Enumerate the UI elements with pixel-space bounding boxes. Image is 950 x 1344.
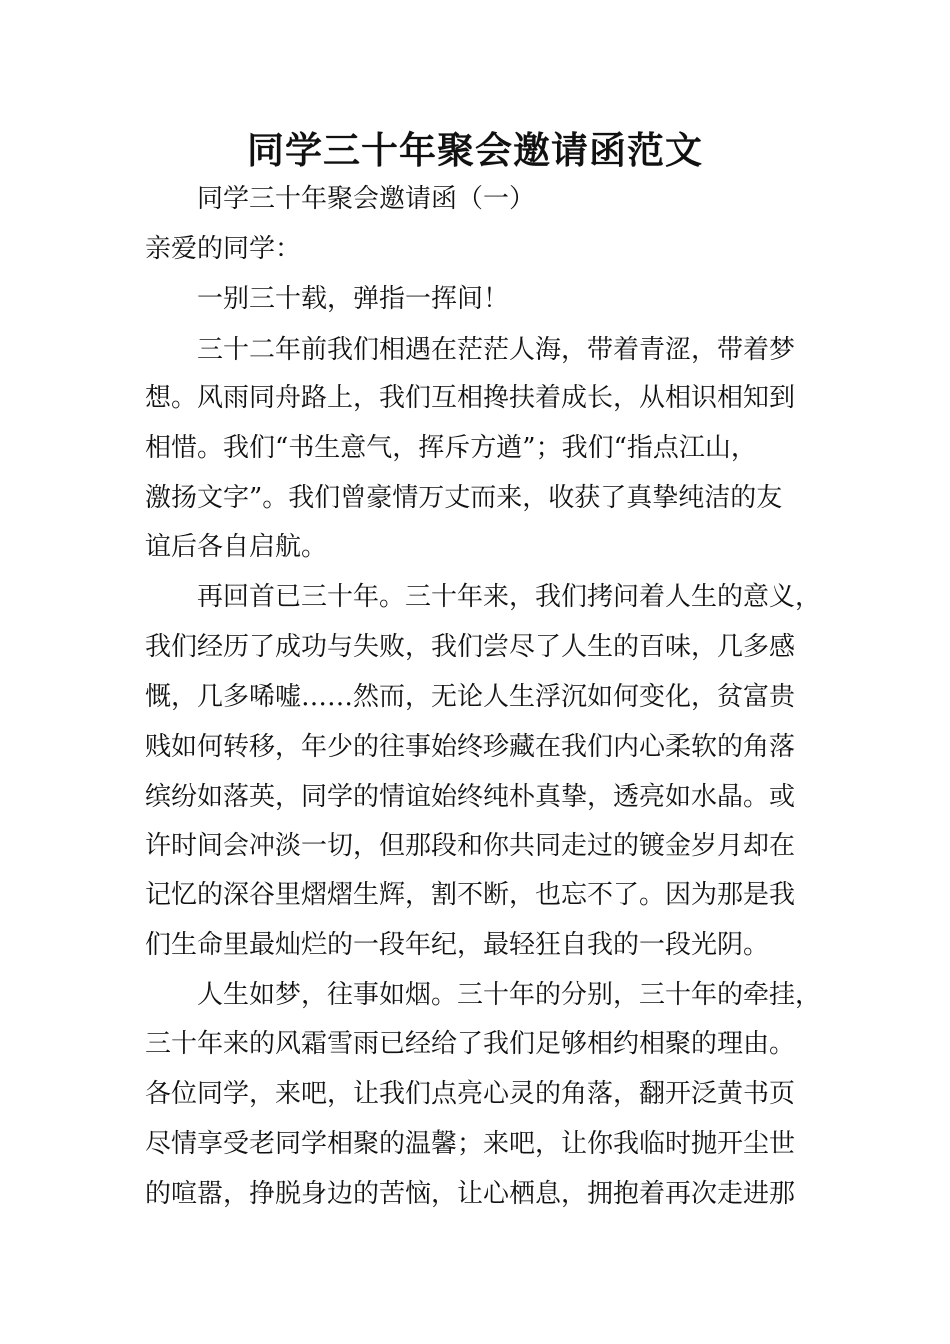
body-line: 三十二年前我们相遇在茫茫人海，带着青涩，带着梦 bbox=[197, 335, 796, 365]
body-line: 我们经历了成功与失败，我们尝尽了人生的百味，几多感 bbox=[145, 632, 796, 662]
body-line: 许时间会冲淡一切，但那段和你共同走过的镀金岁月却在 bbox=[145, 831, 796, 861]
body-line: 尽情享受老同学相聚的温馨；来吧，让你我临时抛开尘世 bbox=[145, 1129, 796, 1159]
body-line: 缤纷如落英，同学的情谊始终纯朴真挚，透亮如水晶。或 bbox=[145, 782, 796, 812]
body-line: 各位同学，来吧，让我们点亮心灵的角落，翻开泛黄书页 bbox=[145, 1079, 796, 1109]
body-line: 们生命里最灿烂的一段年纪，最轻狂自我的一段光阴。 bbox=[145, 930, 770, 960]
greeting: 亲爱的同学： bbox=[145, 234, 302, 264]
body-line: 想。风雨同舟路上，我们互相搀扶着成长，从相识相知到 bbox=[145, 383, 796, 413]
body-line: 激扬文字”。我们曾豪情万丈而来，收获了真挚纯洁的友 bbox=[145, 483, 783, 513]
body-line: 人生如梦，往事如烟。三十年的分别，三十年的牵挂， bbox=[197, 980, 822, 1010]
body-line: 一别三十载，弹指一挥间！ bbox=[197, 284, 510, 314]
body-line: 慨，几多唏嘘……然而，无论人生浮沉如何变化，贫富贵 bbox=[145, 682, 796, 712]
body-line: 的喧嚣，挣脱身边的苦恼，让心栖息，拥抱着再次走进那 bbox=[145, 1179, 796, 1209]
document-subtitle: 同学三十年聚会邀请函（一） bbox=[197, 184, 536, 214]
body-line: 三十年来的风霜雪雨已经给了我们足够相约相聚的理由。 bbox=[145, 1029, 796, 1059]
body-line: 再回首已三十年。三十年来，我们拷问着人生的意义， bbox=[197, 582, 822, 612]
body-line: 记忆的深谷里熠熠生辉，割不断，也忘不了。因为那是我 bbox=[145, 880, 796, 910]
body-line: 相惜。我们“书生意气，挥斥方遒”；我们“指点江山， bbox=[145, 433, 757, 463]
document-title: 同学三十年聚会邀请函范文 bbox=[247, 129, 703, 172]
body-line: 贱如何转移，年少的往事始终珍藏在我们内心柔软的角落 bbox=[145, 732, 796, 762]
body-line: 谊后各自启航。 bbox=[145, 532, 328, 562]
